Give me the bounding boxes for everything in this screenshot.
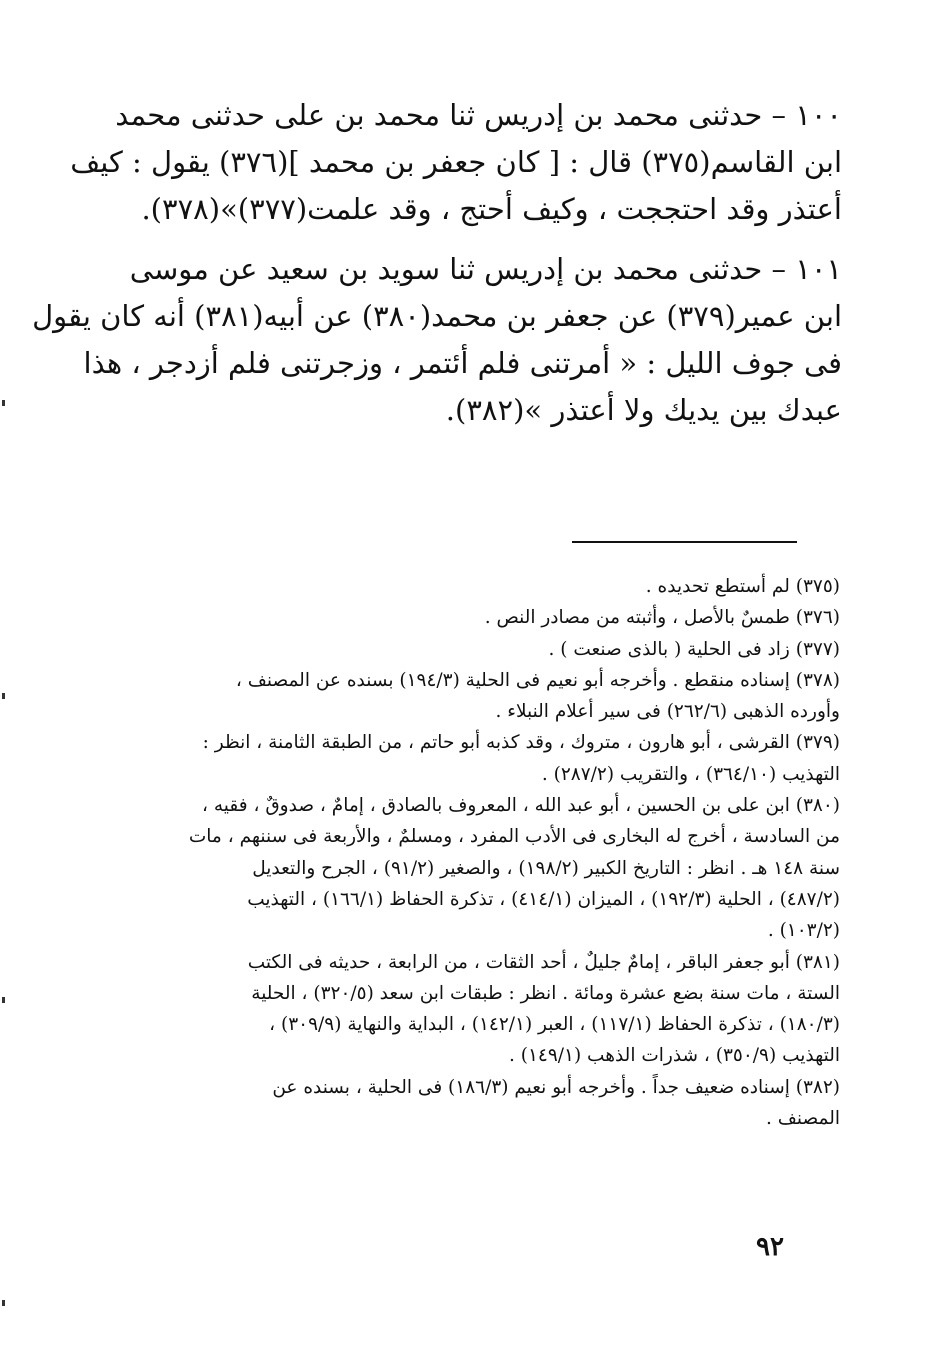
footnote-line: (١٨٠/٣) ، تذكرة الحفاظ (١١٧/١) ، العبر (١٤٢/١) ، البداية والنهاية (٣٠٩/٩) ، [269,1014,840,1036]
scan-mark [2,400,5,406]
hadith-line: ١٠٠ – حدثنى محمد بن إدريس ثنا محمد بن على حدثنى محمد [115,98,842,132]
footnote-line: (٣٧٧) زاد فى الحلية ( بالذى صنعت ) . [548,638,840,660]
scan-mark [2,1300,5,1306]
footnote-line: التهذيب (٣٥٠/٩) ، شذرات الذهب (١٤٩/١) . [508,1045,840,1067]
footnote-line: سنة ١٤٨ هـ . انظر : التاريخ الكبير (١٩٨/٢) ، والصغير (٩١/٢) ، الجرح والتعديل [252,857,840,879]
hadith-line: ابن القاسم(٣٧٥) قال : [ كان جعفر بن محمد ](٣٧٦) يقول : كيف [70,145,842,179]
footnote-separator [572,541,797,543]
footnote-line: (٣٨٢) إسناده ضعيف جداً . وأخرجه أبو نعيم (١٨٦/٣) فى الحلية ، بسنده عن [272,1076,840,1098]
scan-mark [2,997,5,1003]
footnote-line: (٣٧٥) لم أستطع تحديده . [645,576,840,597]
hadith-101 [32,246,842,434]
footnotes [132,571,840,1134]
hadith-line: فى جوف الليل : « أمرتنى فلم أئتمر ، وزجرتنى فلم أزدجر ، هذا [83,346,842,380]
footnote-line: التهذيب (٣٦٤/١٠) ، والتقريب (٢٨٧/٢) . [541,763,840,785]
hadith-line: ١٠١ – حدثنى محمد بن إدريس ثنا سويد بن سعيد عن موسى [129,252,842,286]
hadith-100 [70,92,842,233]
hadith-line: عبدك بين يديك ولا أعتذر »(٣٨٢). [445,393,842,427]
page-number: ٩٢ [756,1232,784,1262]
footnote-line: (٤٨٧/٢) ، الحلية (١٩٢/٣) ، الميزان (٤١٤/١) ، تذكرة الحفاظ (١٦٦/١) ، التهذيب [247,888,840,910]
footnote-line: وأورده الذهبى (٢٦٢/٦) فى سير أعلام النبلاء . [495,701,840,723]
footnote-line: (٣٧٨) إسناده منقطع . وأخرجه أبو نعيم فى الحلية (١٩٤/٣) بسنده عن المصنف ، [235,669,840,691]
hadith-line: ابن عمير(٣٧٩) عن جعفر بن محمد(٣٨٠) عن أبيه(٣٨١) أنه كان يقول [32,299,842,333]
footnote-line: من السادسة ، أخرج له البخارى فى الأدب المفرد ، ومسلمٌ ، والأربعة فى سننهم ، مات [188,826,840,848]
footnote-line: المصنف . [765,1108,840,1130]
footnote-line: الستة ، مات سنة بضع عشرة ومائة . انظر : طبقات ابن سعد (٣٢٠/٥) ، الحلية [251,982,840,1004]
hadith-line: أعتذر وقد احتججت ، وكيف أحتج ، وقد علمت(٣٧٧)»(٣٧٨). [141,192,842,226]
footnote-line: (٣٨٠) ابن على بن الحسين ، أبو عبد الله ، المعروف بالصادق ، إمامٌ ، صدوقٌ ، فقيه ، [202,795,840,817]
footnote-line: (٣٧٦) طمسٌ بالأصل ، وأثبته من مصادر النص . [484,607,840,629]
footnote-line: (١٠٣/٢) . [767,920,840,942]
footnote-line: (٣٨١) أبو جعفر الباقر ، إمامٌ جليلٌ ، أحد الثقات ، من الرابعة ، حديثه فى الكتب [247,951,840,973]
footnote-line: (٣٧٩) القرشى ، أبو هارون ، متروك ، وقد كذبه أبو حاتم ، من الطبقة الثامنة ، انظر : [202,732,840,754]
scan-mark [2,693,5,699]
